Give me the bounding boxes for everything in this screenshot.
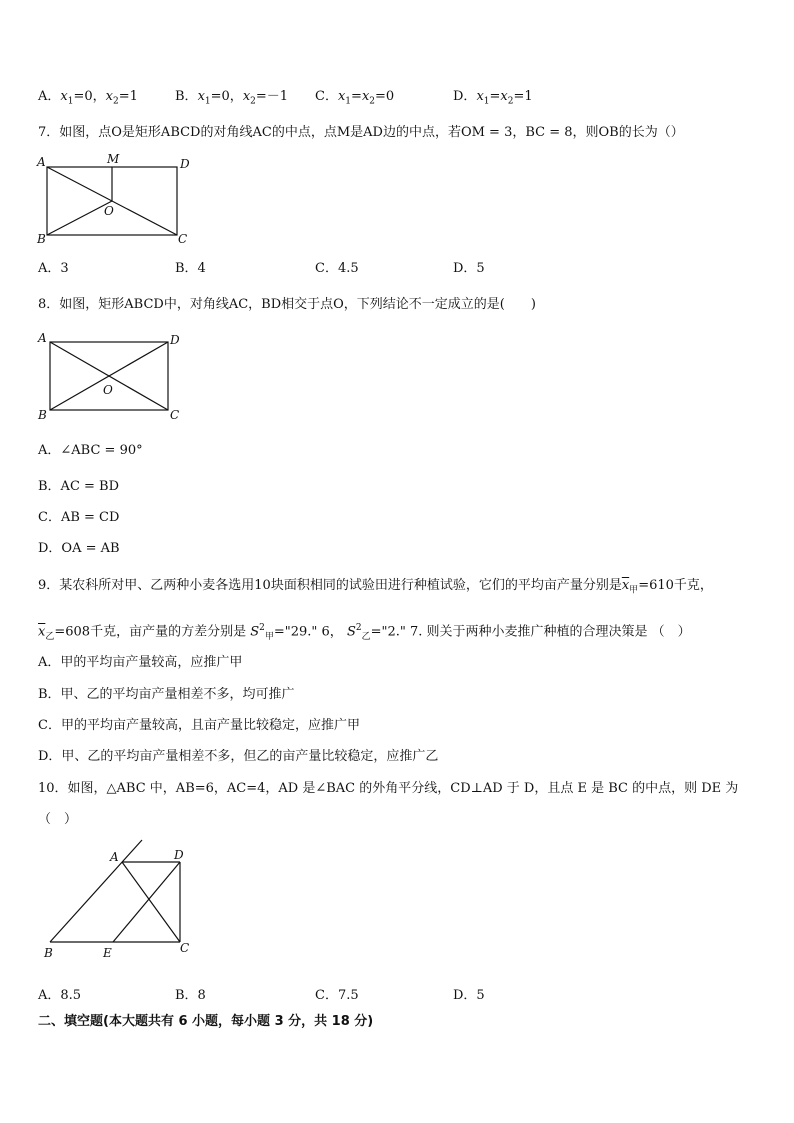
q7-label-b: B bbox=[37, 232, 46, 246]
q6-option-b: B．$x_1=0$，$x_2=-1$ bbox=[175, 89, 289, 107]
q10-option-b: B．8 bbox=[175, 988, 206, 1003]
q6-option-c: C．$x_1=x_2=0$ bbox=[315, 89, 395, 107]
q7-option-c: C．4.5 bbox=[315, 261, 359, 276]
q10-option-a: A．8.5 bbox=[38, 988, 82, 1003]
q7-option-a: A．3 bbox=[38, 261, 69, 276]
q8-label-o: O bbox=[103, 383, 113, 397]
q10-stem-line2: （ ） bbox=[38, 812, 78, 827]
q7-option-b: B．4 bbox=[175, 261, 206, 276]
q9-stem-line2: $\overline{x}_乙=608$千克，亩产量的方差分别是 $S^2_甲="29$." 6， $S^2_乙="2$." 7. 则关于两种小麦推广种植的合理决策是 （ ） bbox=[38, 623, 691, 642]
q9-option-c: C．甲的平均亩产量较高，且亩产量比较稳定，应推广甲 bbox=[38, 718, 360, 733]
q10-stem-line1: 10．如图，△ABC 中，AB=6，AC=4，AD 是∠BAC 的外角平分线，CD⊥AD 于 D，且点 E 是 BC 的中点，则 DE 为 bbox=[38, 781, 739, 796]
section-2-heading: 二、填空题(本大题共有 6 小题，每小题 3 分，共 18 分) bbox=[38, 1014, 374, 1029]
q10-option-c: C．7.5 bbox=[315, 988, 359, 1003]
q10-option-d: D．5 bbox=[453, 988, 485, 1003]
q8-option-c: C．AB = CD bbox=[38, 510, 120, 525]
q8-stem: 8．如图，矩形ABCD中，对角线AC，BD相交于点O，下列结论不一定成立的是( ) bbox=[38, 297, 536, 312]
q9-option-d: D．甲、乙的平均亩产量相差不多，但乙的亩产量比较稳定，应推广乙 bbox=[38, 749, 439, 764]
q10-seg-ac bbox=[122, 862, 180, 942]
q8-option-b: B．AC = BD bbox=[38, 479, 120, 494]
q9-option-b: B．甲、乙的平均亩产量相差不多，均可推广 bbox=[38, 687, 295, 702]
q8-label-b: B bbox=[38, 408, 47, 422]
q7-label-c: C bbox=[178, 232, 188, 246]
q8-option-a: A．∠ABC = 90° bbox=[38, 443, 143, 458]
q7-label-d: D bbox=[180, 157, 190, 171]
q7-option-d: D．5 bbox=[453, 261, 485, 276]
q10-label-a: A bbox=[110, 850, 119, 864]
q8-option-d: D．OA = AB bbox=[38, 541, 120, 556]
q10-label-e: E bbox=[103, 946, 112, 960]
q7-label-a: A bbox=[37, 155, 46, 169]
q8-label-a: A bbox=[38, 331, 47, 345]
q9-option-a: A．甲的平均亩产量较高，应推广甲 bbox=[38, 655, 243, 670]
q10-seg-ba-extended bbox=[50, 840, 142, 942]
q6-option-a: A．$x_1=0$，$x_2=1$ bbox=[38, 89, 138, 107]
q10-seg-ed bbox=[113, 862, 180, 942]
q9-stem-line1: 9．某农科所对甲、乙两种小麦各选用10块面积相同的试验田进行种植试验，它们的平均亩产量分别是$\overline{x}_甲=610$千克， bbox=[38, 578, 713, 596]
q10-label-b: B bbox=[44, 946, 53, 960]
q7-stem: 7．如图，点O是矩形ABCD的对角线AC的中点，点M是AD边的中点，若OM = 3，BC = 8，则OB的长为（） bbox=[38, 125, 684, 140]
q6-option-d: D．$x_1=x_2=1$ bbox=[453, 89, 533, 107]
q8-label-c: C bbox=[170, 408, 180, 422]
q10-label-d: D bbox=[174, 848, 184, 862]
q8-label-d: D bbox=[170, 333, 180, 347]
q7-label-o: O bbox=[104, 204, 114, 218]
q10-label-c: C bbox=[180, 941, 190, 955]
q7-label-m: M bbox=[107, 152, 120, 166]
